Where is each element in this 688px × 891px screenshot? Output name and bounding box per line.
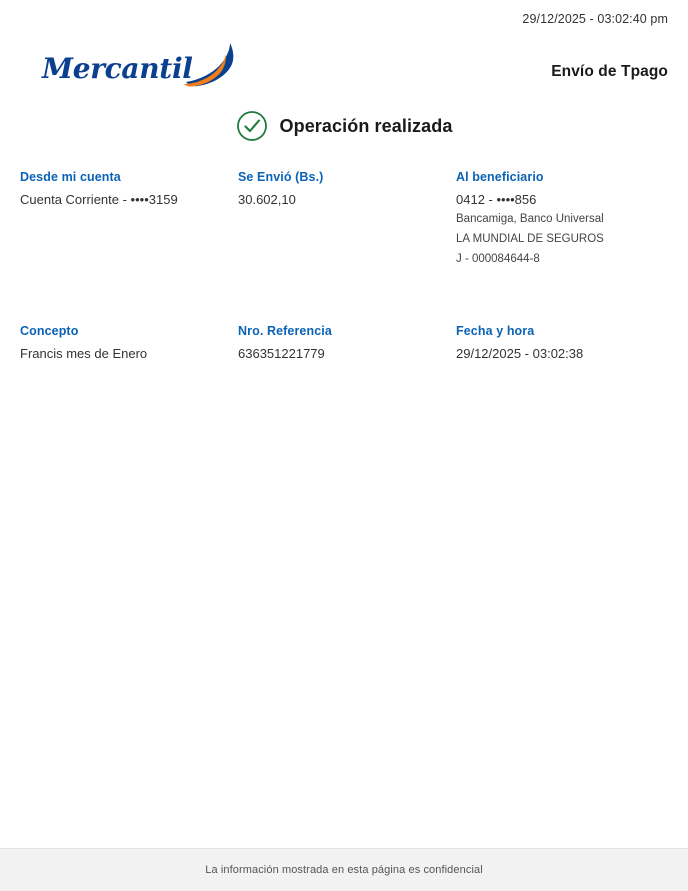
field-desde-mi-cuenta bbox=[20, 170, 238, 268]
field-label: Se Envió (Bs.) bbox=[238, 170, 324, 184]
beneficiary-bank: Bancamiga, Banco Universal bbox=[456, 212, 604, 225]
field-value: 30.602,10 bbox=[238, 192, 296, 207]
field-label: Desde mi cuenta bbox=[20, 170, 121, 184]
field-se-envio bbox=[238, 170, 456, 268]
field-label: Al beneficiario bbox=[456, 170, 544, 184]
field-value: 29/12/2025 - 03:02:38 bbox=[456, 346, 584, 362]
field-nro-referencia bbox=[238, 324, 456, 363]
field-concepto bbox=[20, 324, 238, 363]
print-timestamp: 29/12/2025 - 03:02:40 pm bbox=[522, 12, 668, 26]
check-circle-icon bbox=[236, 110, 268, 142]
transaction-details bbox=[20, 170, 668, 363]
beneficiary-id: J - 000084644-8 bbox=[456, 252, 540, 265]
field-al-beneficiario bbox=[456, 170, 668, 268]
field-value: 0412 - ••••856 bbox=[456, 192, 537, 207]
footer-bar bbox=[0, 848, 688, 891]
status-text: Operación realizada bbox=[279, 115, 453, 136]
page-title: Envío de Tpago bbox=[551, 63, 668, 80]
brand-name-text: Mercantil bbox=[42, 52, 193, 85]
footer-disclaimer: La información mostrada en esta página es confidencial bbox=[205, 864, 483, 876]
status-banner bbox=[0, 110, 688, 142]
field-fecha-y-hora bbox=[456, 324, 668, 363]
field-label: Nro. Referencia bbox=[238, 324, 332, 339]
details-row-2 bbox=[20, 324, 668, 363]
details-row-1 bbox=[20, 170, 668, 268]
mercantil-swoosh-icon bbox=[180, 40, 238, 88]
field-value: 636351221779 bbox=[238, 346, 325, 362]
field-value: Francis mes de Enero bbox=[20, 346, 148, 362]
beneficiary-name: LA MUNDIAL DE SEGUROS bbox=[456, 232, 604, 245]
field-label: Fecha y hora bbox=[456, 324, 535, 339]
field-value: Cuenta Corriente - ••••3159 bbox=[20, 192, 178, 207]
mercantil-logo bbox=[42, 40, 242, 88]
field-label: Concepto bbox=[20, 324, 79, 339]
